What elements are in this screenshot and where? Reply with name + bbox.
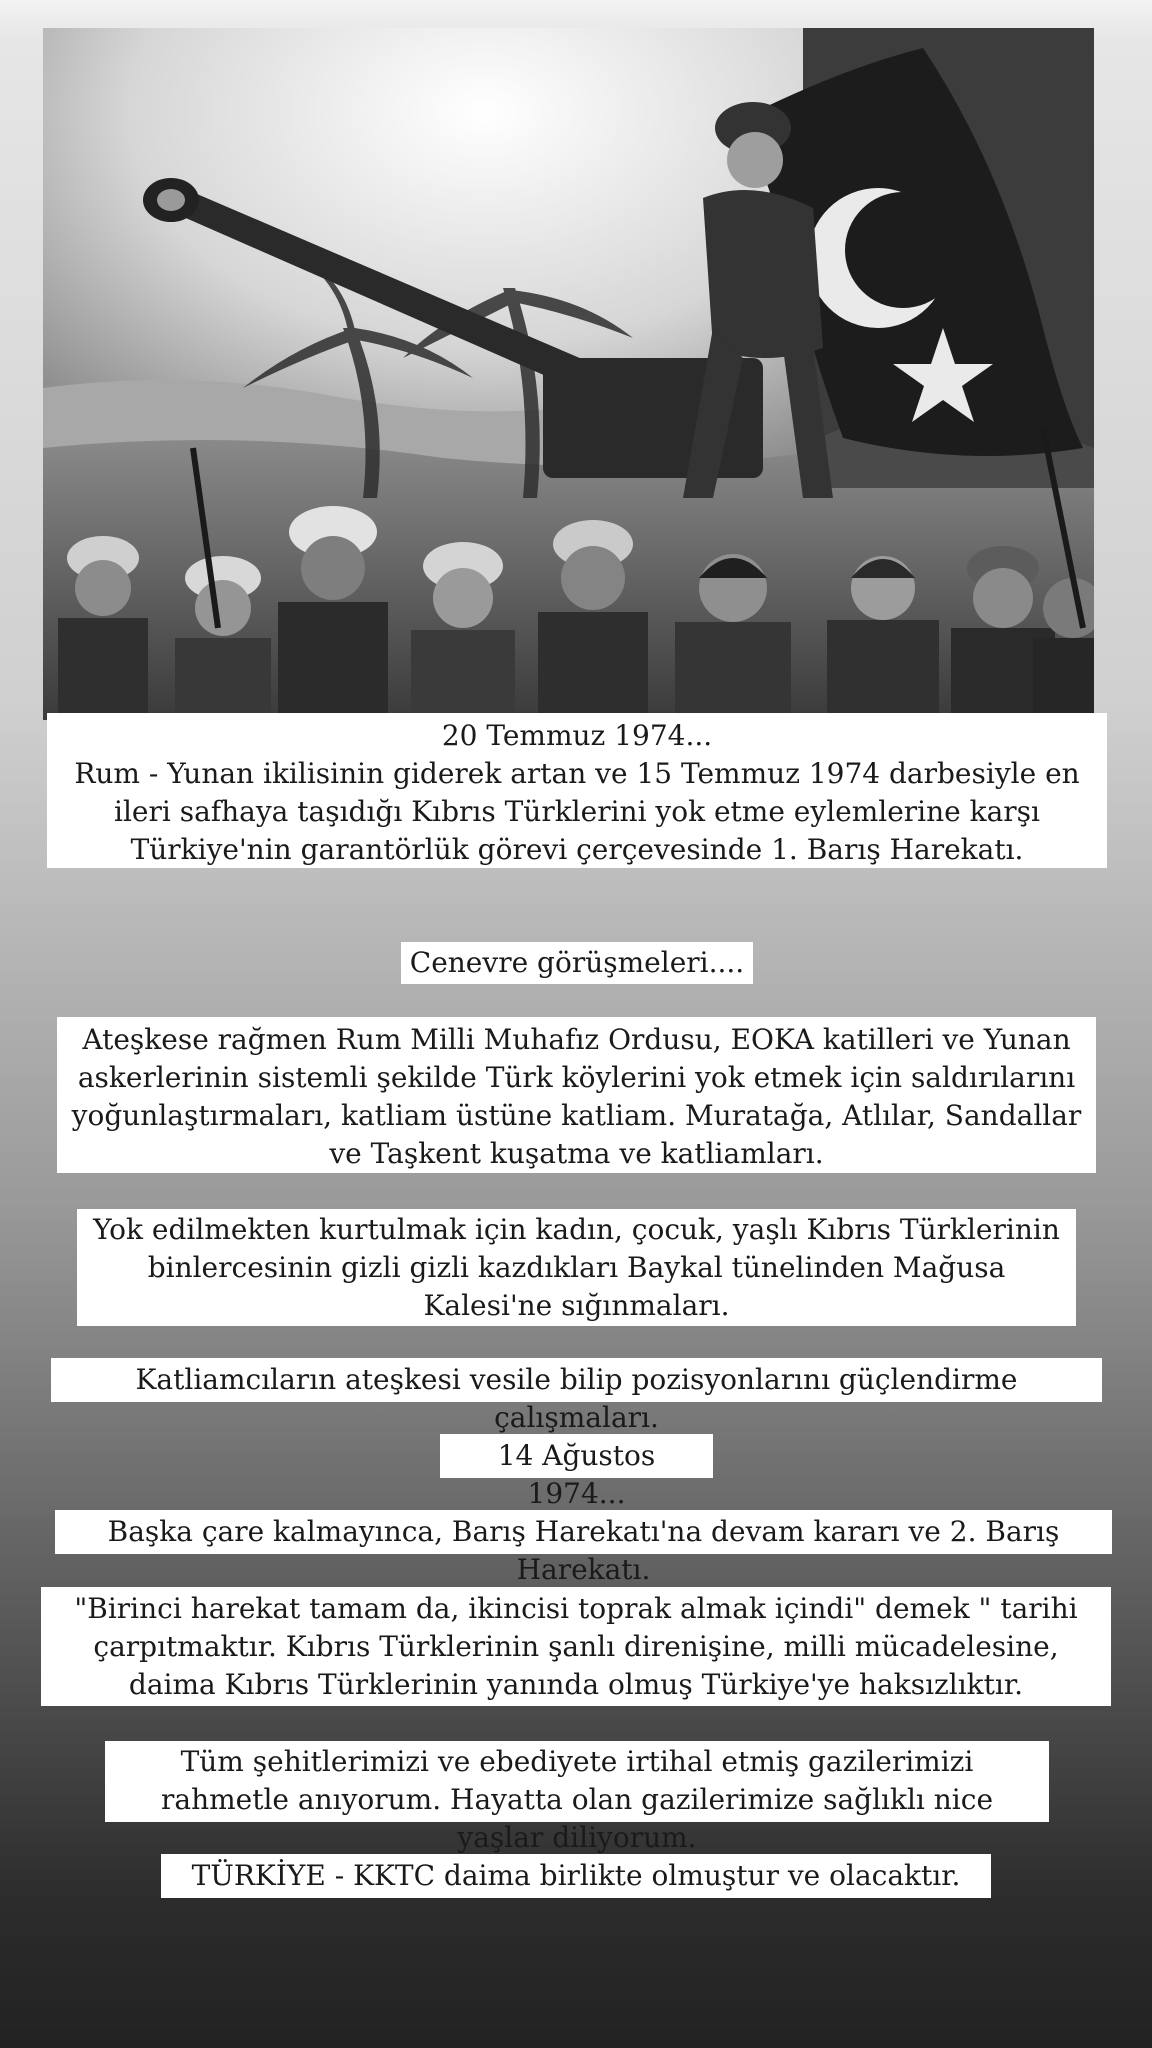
closing-statement: TÜRKİYE - KKTC daima birlikte olmuştur ve olacaktır. bbox=[161, 1854, 991, 1898]
history-distortion-text: "Birinci harekat tamam da, ikincisi toprak almak içindi" demek " tarihi çarpıtmaktır. Kıbrıs Türklerinin şanlı direnişine, milli mücadelesine, daima Kıbrıs Türklerinin yanında olmuş Türkiye'ye haksızlıktır. bbox=[41, 1587, 1111, 1706]
soldiers-with-flag-icon bbox=[43, 28, 1094, 720]
remembrance-text: Tüm şehitlerimizi ve ebediyete irtihal etmiş gazilerimizi rahmetle anıyorum. Hayatta olan gazilerimize sağlıklı nice yaşlar diliyorum. bbox=[105, 1741, 1049, 1822]
tunnel-refuge-text: Yok edilmekten kurtulmak için kadın, çocuk, yaşlı Kıbrıs Türklerinin binlercesinin gizli gizli kazdıkları Baykal tünelinden Mağusa Kalesi'ne sığınmaları. bbox=[77, 1209, 1076, 1326]
historical-photo bbox=[43, 28, 1094, 720]
second-operation-text: Başka çare kalmayınca, Barış Harekatı'na devam kararı ve 2. Barış Harekatı. bbox=[55, 1510, 1112, 1554]
position-strengthening-text: Katliamcıların ateşkesi vesile bilip pozisyonlarını güçlendirme çalışmaları. bbox=[51, 1358, 1102, 1402]
date-august: 14 Ağustos 1974... bbox=[440, 1434, 713, 1478]
ceasefire-violations-text: Ateşkese rağmen Rum Milli Muhafız Ordusu, EOKA katilleri ve Yunan askerlerinin sistemli şekilde Türk köylerini yok etmek için saldırılarını yoğunlaştırmaları, katliam üstüne katliam. Muratağa, Atlılar, Sandallar ve Taşkent kuşatma ve katliamları. bbox=[57, 1017, 1096, 1173]
geneva-talks-text: Cenevre görüşmeleri.... bbox=[401, 942, 753, 984]
date-caption-july: 20 Temmuz 1974... Rum - Yunan ikilisinin giderek artan ve 15 Temmuz 1974 darbesiyle en ileri safhaya taşıdığı Kıbrıs Türklerini yok etme eylemlerine karşı Türkiye'nin garantörlük görevi çerçevesinde 1. Barış Harekatı. bbox=[47, 713, 1107, 868]
